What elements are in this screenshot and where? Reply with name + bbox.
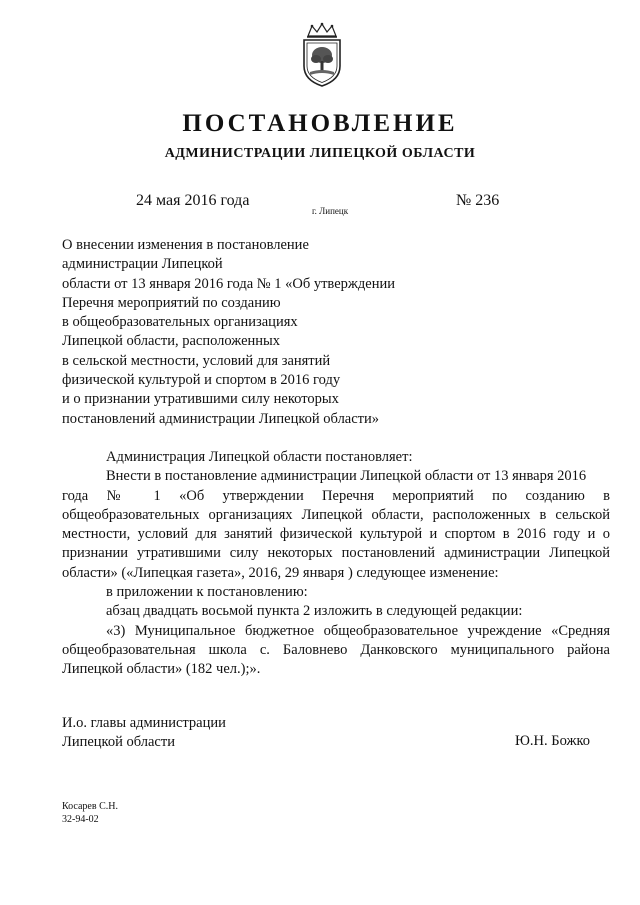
subject-line: в общеобразовательных организациях	[62, 314, 298, 331]
executor-phone: 32-94-02	[62, 814, 99, 825]
subject-line: физической культурой и спортом в 2016 году	[62, 372, 341, 389]
document-date: 24 мая 2016 года	[136, 192, 250, 209]
signature-position	[62, 714, 226, 753]
subject-line: и о признании утратившими силу некоторых	[62, 391, 339, 408]
coat-of-arms-icon	[298, 22, 346, 88]
document-title: ПОСТАНОВЛЕНИЕ	[182, 110, 458, 137]
subject-line: в сельской местности, условий для занятий	[62, 352, 331, 369]
body-paragraph-amend-line2: года № 1 «Об утверждении Перечня мероприятий по созданию в	[62, 487, 610, 504]
signature-position-line: Липецкой области	[62, 734, 175, 751]
document-subject	[62, 236, 482, 429]
subject-line: области от 13 января 2016 года № 1 «Об утверждении	[62, 275, 395, 292]
subject-line: постановлений администрации Липецкой области»	[62, 410, 380, 427]
signature-position-line: И.о. главы администрации	[62, 715, 226, 731]
executor-info	[62, 800, 118, 826]
body-paragraph-amend-line1: Внести в постановление администрации Липецкой области от 13 января 2016	[106, 468, 587, 485]
body-paragraph-decree: Администрация Липецкой области постановляет:	[106, 449, 413, 465]
body-paragraph-amend-rest: общеобразовательных организациях Липецкой области, расположенных в сельской местности, условий для занятий физической культурой и спортом в 2016 году и о признании утратившими силу некоторых постановлений администрации Липецкой области» («Липецкая газета», 2016, 29 января ) следующее изменение:	[62, 506, 610, 581]
document-body	[62, 448, 610, 680]
document-city: г. Липецк	[312, 206, 349, 216]
subject-line: Липецкой области, расположенных	[62, 333, 281, 350]
body-paragraph-appendix: в приложении к постановлению:	[106, 584, 308, 601]
document-subtitle: АДМИНИСТРАЦИИ ЛИПЕЦКОЙ ОБЛАСТИ	[164, 146, 476, 161]
document-number: № 236	[456, 192, 500, 209]
subject-line: Перечня мероприятий по созданию	[62, 294, 281, 311]
subject-line: О внесении изменения в постановление	[62, 237, 309, 253]
subject-line: администрации Липецкой	[62, 256, 223, 273]
signature-name: Ю.Н. Божко	[515, 733, 591, 749]
body-paragraph-new-text: «3) Муниципальное бюджетное общеобразовательное учреждение «Средняя общеобразовательная школа с. Баловнево Данковского муниципального района Липецкой области» (182 чел.);».	[62, 622, 610, 678]
body-paragraph-instruction: абзац двадцать восьмой пункта 2 изложить в следующей редакции:	[106, 603, 523, 620]
executor-name: Косарев С.Н.	[62, 801, 118, 812]
